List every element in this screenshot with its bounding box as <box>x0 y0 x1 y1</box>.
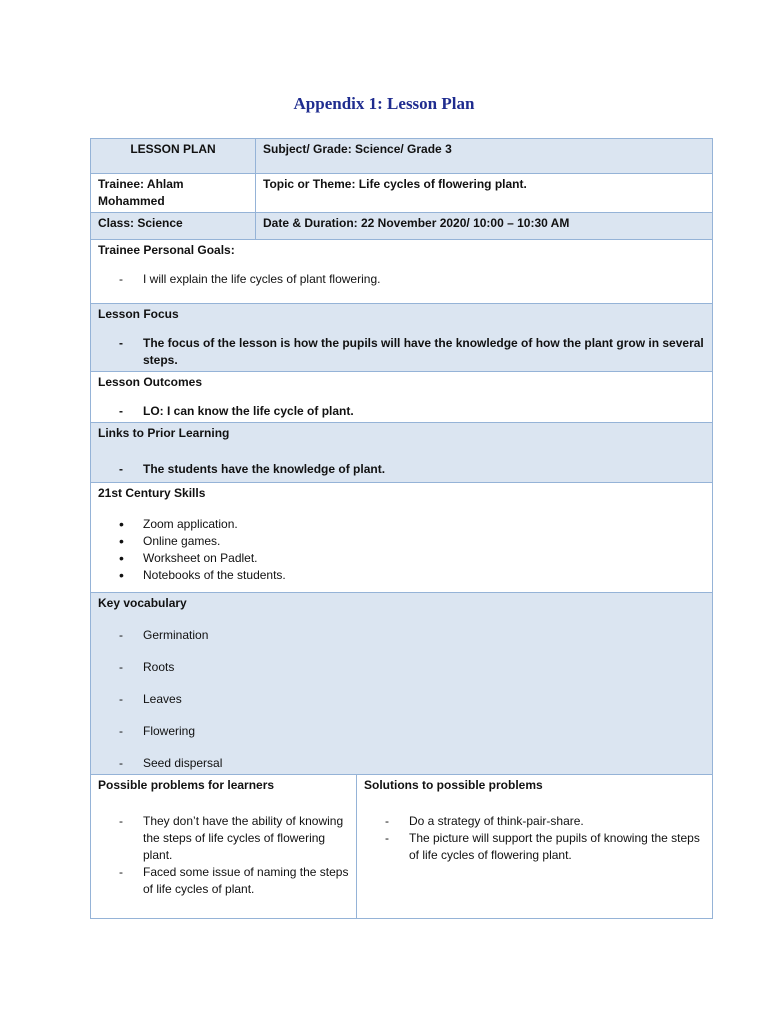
list-item: - The focus of the lesson is how the pupils will have the knowledge of how the plant grow in several steps. <box>98 335 705 369</box>
goals-heading: Trainee Personal Goals: <box>98 243 235 257</box>
vocabulary-heading: Key vocabulary <box>98 596 187 610</box>
solutions-heading: Solutions to possible problems <box>364 778 543 792</box>
lesson-plan-table <box>90 138 713 919</box>
list-item: - Do a strategy of think-pair-share. <box>364 813 705 830</box>
list-item: - They don’t have the ability of knowing the steps of life cycles of flowering plant. <box>98 813 349 864</box>
subject-grade: Subject/ Grade: Science/ Grade 3 <box>256 139 713 174</box>
list-item: • Worksheet on Padlet. <box>98 550 705 567</box>
list-item: - Seed dispersal <box>98 755 705 772</box>
list-item: - Roots <box>98 659 705 676</box>
outcomes-heading: Lesson Outcomes <box>98 375 203 389</box>
topic-theme: Topic or Theme: Life cycles of flowering plant. <box>256 174 713 213</box>
list-item: - Flowering <box>98 723 705 740</box>
list-item: - Germination <box>98 627 705 644</box>
list-item: • Online games. <box>98 533 705 550</box>
list-item: - The picture will support the pupils of knowing the steps of life cycles of flowering plant. <box>364 830 705 864</box>
list-item: - LO: I can know the life cycle of plant. <box>98 403 705 420</box>
skills-heading: 21st Century Skills <box>98 486 206 500</box>
header-row <box>91 139 713 174</box>
vocabulary-row <box>91 593 713 775</box>
date-duration: Date & Duration: 22 November 2020/ 10:00 – 10:30 AM <box>256 213 713 240</box>
outcomes-row <box>91 372 713 423</box>
trainee-name: Trainee: Ahlam Mohammed <box>91 174 256 213</box>
list-item: - Faced some issue of naming the steps of life cycles of plant. <box>98 864 349 898</box>
list-item: • Notebooks of the students. <box>98 567 705 584</box>
class-name: Class: Science <box>91 213 256 240</box>
list-item: - I will explain the life cycles of plant flowering. <box>98 271 705 288</box>
focus-row <box>91 304 713 372</box>
trainee-row <box>91 174 713 213</box>
list-item: • Zoom application. <box>98 516 705 533</box>
skills-row <box>91 483 713 593</box>
prior-heading: Links to Prior Learning <box>98 426 230 440</box>
problems-heading: Possible problems for learners <box>98 778 275 792</box>
prior-row <box>91 423 713 483</box>
lesson-plan-label: LESSON PLAN <box>91 139 256 174</box>
list-item: - Leaves <box>98 691 705 708</box>
goals-row <box>91 240 713 304</box>
page-title: Appendix 1: Lesson Plan <box>293 94 475 113</box>
list-item: - The students have the knowledge of plant. <box>98 461 705 478</box>
focus-heading: Lesson Focus <box>98 307 179 321</box>
class-row <box>91 213 713 240</box>
problems-row <box>91 775 713 919</box>
